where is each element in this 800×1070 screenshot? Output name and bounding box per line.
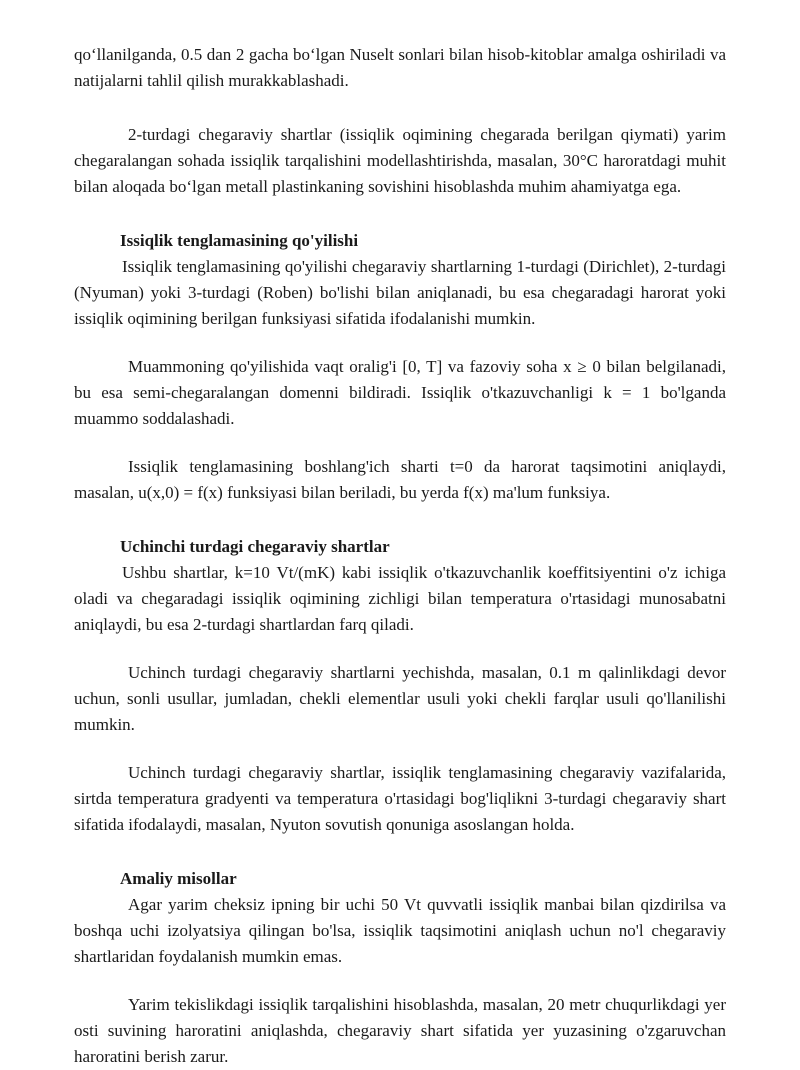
paragraph-9: Agar yarim cheksiz ipning bir uchi 50 Vt quvvatli issiqlik manbai bilan qizdirilsa va boshqa uchi izolyatsiya qilingan bo'lsa, issiqlik taqsimotini aniqlash uchun no'l chegaraviy shartlaridan foydalanish mumkin emas. [74, 895, 726, 966]
paragraph-1: qo‘llanilganda, 0.5 dan 2 gacha bo‘lgan Nuselt sonlari bilan hisob-kitoblar amalga oshiriladi va natijalarni tahlil qilish murakkablashadi. [74, 45, 726, 90]
paragraph-3: Issiqlik tenglamasining qo'yilishi chegaraviy shartlarning 1-turdagi (Dirichlet), 2-turdagi (Nyuman) yoki 3-turdagi (Roben) bo'lishi bilan aniqlanadi, bu esa chegaradagi harorat yoki issiqlik oqimining berilgan funksiyasi sifatida ifodalanishi mumkin. [74, 257, 726, 328]
paragraph-2: 2-turdagi chegaraviy shartlar (issiqlik oqimining chegarada berilgan qiymati) yarim chegaralangan sohada issiqlik tarqalishini modellashtirishda, masalan, 30°C haroratdagi muhit bilan aloqada bo‘lgan metall plastinkaning sovishini hisoblashda muhim ahamiyatga ega. [74, 125, 726, 196]
section-heading-issiqlik-tenglamasi: Issiqlik tenglamasining qo'yilishi [120, 231, 359, 250]
section-heading-amaliy-misollar: Amaliy misollar [120, 869, 237, 888]
paragraph-5: Issiqlik tenglamasining boshlang'ich sharti t=0 da harorat taqsimotini aniqlaydi, masalan, u(x,0) = f(x) funksiyasi bilan beriladi, bu yerda f(x) ma'lum funksiya. [74, 457, 726, 502]
paragraph-8: Uchinch turdagi chegaraviy shartlar, issiqlik tenglamasining chegaraviy vazifalarida, sirtda temperatura gradyenti va temperatura o'rtasidagi bog'liqlikni 3-turdagi chegaraviy shart sifatida ifodalaydi, masalan, Nyuton sovutish qonuniga asoslangan holda. [74, 763, 726, 834]
paragraph-10: Yarim tekislikdagi issiqlik tarqalishini hisoblashda, masalan, 20 metr chuqurlikdagi yer osti suvining haroratini aniqlashda, chegaraviy shart sifatida yer yuzasining o'zgaruvchan haroratini berish zarur. [74, 995, 726, 1066]
paragraph-7: Uchinch turdagi chegaraviy shartlarni yechishda, masalan, 0.1 m qalinlikdagi devor uchun, sonli usullar, jumladan, chekli elementlar usuli yoki chekli farqlar usuli qo'llanilishi mumkin. [74, 663, 726, 734]
paragraph-6: Ushbu shartlar, k=10 Vt/(mK) kabi issiqlik o'tkazuvchanlik koeffitsiyentini o'z ichiga oladi va chegaradagi issiqlik oqimining zichligi bilan temperatura o'rtasidagi munosabatni aniqlaydi, bu esa 2-turdagi shartlardan farq qiladi. [74, 563, 726, 634]
paragraph-4: Muammoning qo'yilishida vaqt oralig'i [0, T] va fazoviy soha x ≥ 0 bilan belgilanadi, bu esa semi-chegaralangan domenni bildiradi. Issiqlik o'tkazuvchanligi k = 1 bo'lganda muammo soddalashadi. [74, 357, 726, 428]
section-heading-uchinchi-turdagi: Uchinchi turdagi chegaraviy shartlar [120, 537, 390, 556]
